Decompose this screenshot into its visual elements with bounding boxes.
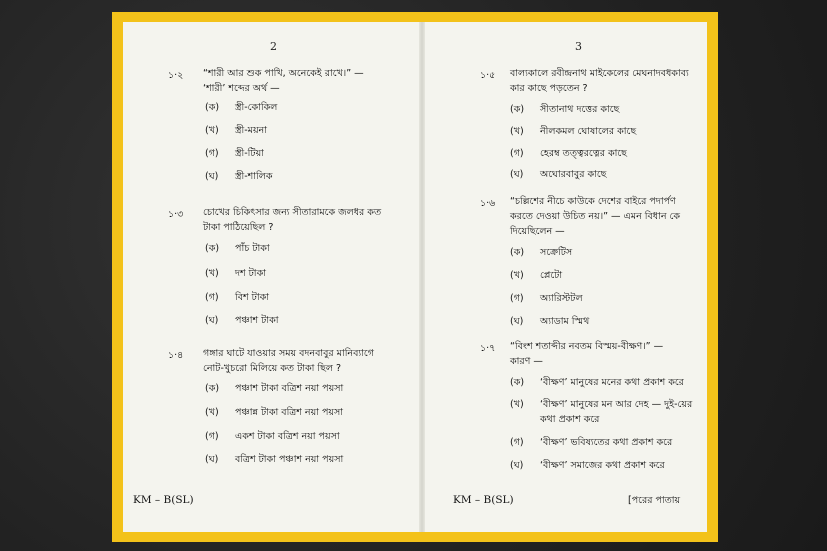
question-number: ১·৬ <box>480 198 496 209</box>
question-number: ১·৭ <box>480 343 496 354</box>
question-number: ১·২ <box>168 70 184 81</box>
left-page-number: 2 <box>270 40 277 53</box>
question-line: নোট-খুচরো মিলিয়ে কত টাকা ছিল ? <box>203 363 342 374</box>
question-line: টাকা পাঠিয়েছিল ? <box>203 222 274 233</box>
question-line: গঙ্গার ঘাটে যাওয়ার সময় বদনবাবুর মানিব্যাগে <box>203 348 374 359</box>
option: (ক) পঞ্চাশ টাকা বত্রিশ নয়া পয়সা <box>205 383 344 394</box>
option: (খ) নীলকমল ঘোষালের কাছে <box>510 126 637 137</box>
option: (খ) প্লেটো <box>510 270 563 281</box>
option: (ক) পাঁচ টাকা <box>205 243 270 254</box>
option: (গ) হেরম্ব তত্ত্বরত্নের কাছে <box>510 148 627 159</box>
option: (খ) ‘বীক্ষণ’ মানুষের মন আর দেহ — দুই-য়ের <box>510 399 693 410</box>
question-line: দিয়েছিলেন — <box>510 226 565 237</box>
continue-note: [পরের পাতায় <box>628 495 681 506</box>
question-text <box>510 194 680 239</box>
exam-paper-spread <box>123 22 707 532</box>
option: (ক) ‘বীক্ষণ’ মানুষের মনের কথা প্রকাশ করে <box>510 377 684 388</box>
question-number: ১·৪ <box>168 350 184 361</box>
option: (ঘ) বত্রিশ টাকা পঞ্চাশ নয়া পয়সা <box>205 454 344 465</box>
option: (ঘ) স্ত্রী-শালিক <box>205 171 273 182</box>
question-text <box>510 66 689 96</box>
footer-code: KM – B(SL) <box>453 494 514 506</box>
option: (ক) সীতানাথ দত্তের কাছে <box>510 104 620 115</box>
option: (খ) স্ত্রী-ময়না <box>205 125 267 136</box>
question-line: বাল্যকালে রবীন্দ্রনাথ মাইকেলের মেঘনাদবধকাব্য <box>510 68 689 79</box>
question-text <box>510 339 663 369</box>
option: (ঘ) অ্যাডাম স্মিথ <box>510 316 590 327</box>
option: (গ) একশ টাকা বত্রিশ নয়া পয়সা <box>205 431 340 442</box>
page-fold <box>419 22 425 532</box>
option: (খ) পঞ্চান্ন টাকা বত্রিশ নয়া পয়সা <box>205 407 344 418</box>
question-line: চোখের চিকিৎসার জন্য সীতারামকে জলধর কত <box>203 207 382 218</box>
option: (গ) অ্যারিস্টটল <box>510 293 583 304</box>
option: (ঘ) পঞ্চাশ টাকা <box>205 315 279 326</box>
footer-code: KM – B(SL) <box>133 494 194 506</box>
question-line: কার কাছে পড়তেন ? <box>510 83 588 94</box>
question-text <box>203 346 374 376</box>
question-line: “বিংশ শতাব্দীর নবতম বিস্ময়-বীক্ষণ।” — <box>510 341 664 352</box>
question-number: ১·৫ <box>480 70 496 81</box>
question-line: ‘শারী’ শব্দের অর্থ — <box>203 83 280 94</box>
option-continuation: কথা প্রকাশ করে <box>540 414 600 425</box>
option: (খ) দশ টাকা <box>205 268 266 279</box>
question-line: “চল্লিশের নীচে কাউকে দেশের বাইরে পদার্পণ <box>510 196 676 207</box>
option: (গ) ‘বীক্ষণ’ ভবিষ্যতের কথা প্রকাশ করে <box>510 437 673 448</box>
option: (ঘ) অঘোরবাবুর কাছে <box>510 169 607 180</box>
right-page-number: 3 <box>575 40 582 53</box>
question-line: কারণ — <box>510 356 543 367</box>
question-text <box>203 66 364 96</box>
option: (গ) বিশ টাকা <box>205 292 269 303</box>
option: (ক) স্ত্রী-কোকিল <box>205 102 278 113</box>
question-line: “শারী আর শুক পাখি, অনেকেই রাখে।” — <box>203 68 364 79</box>
question-text <box>203 205 381 235</box>
option: (ঘ) ‘বীক্ষণ’ সমাজের কথা প্রকাশ করে <box>510 460 665 471</box>
question-line: করতে দেওয়া উচিত নয়।” — এমন বিধান কে <box>510 211 681 222</box>
question-number: ১·৩ <box>168 209 184 220</box>
option: (গ) স্ত্রী-টিয়া <box>205 148 264 159</box>
option: (ক) সক্রেটিস <box>510 247 573 258</box>
